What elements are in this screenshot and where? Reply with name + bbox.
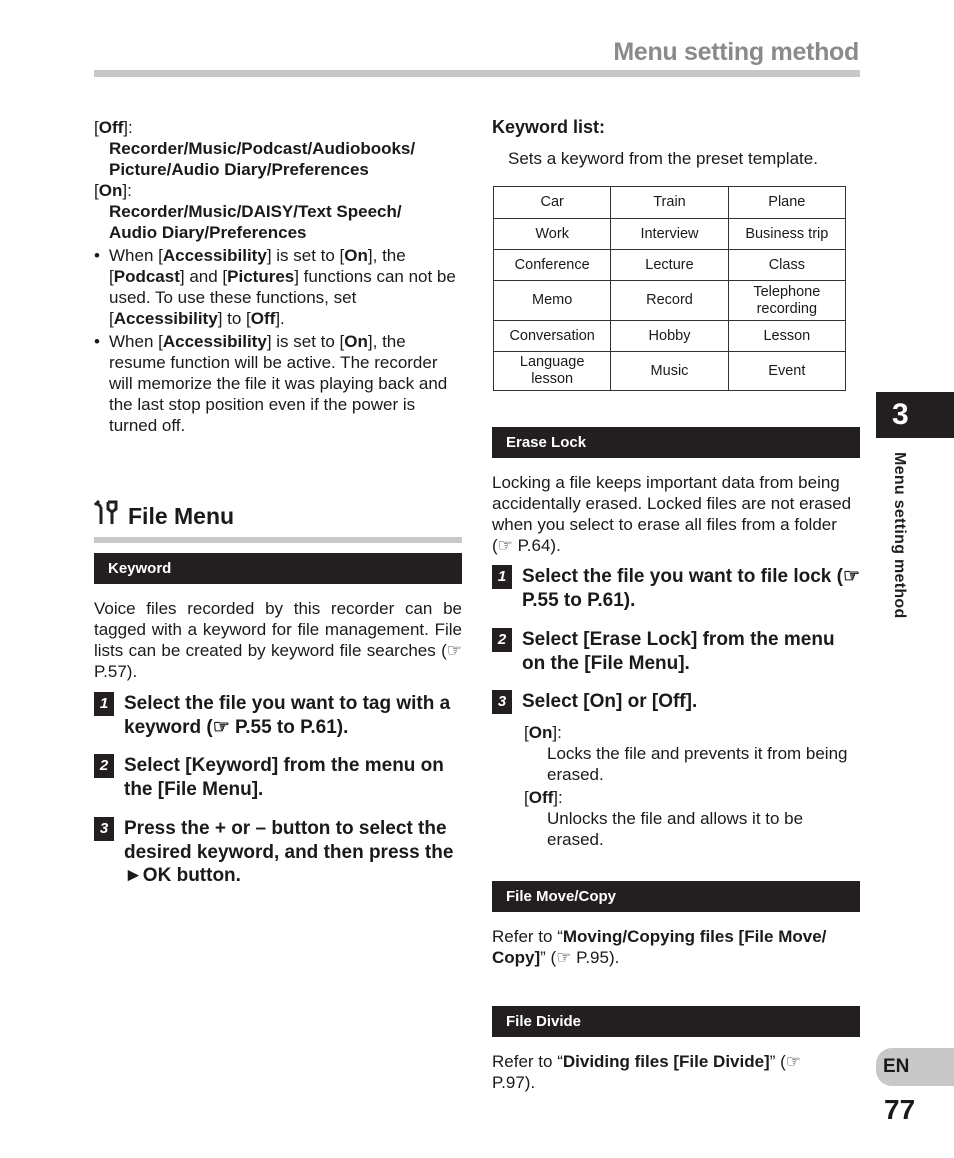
keyword-bar: Keyword xyxy=(94,553,462,584)
table-row: Conference Lecture Class xyxy=(494,250,846,281)
accessibility-note-2: • When [Accessibility] is set to [On], the resume function will be active. The recorder will memorize the file it was playing back and the last stop position even if the power is turned off. xyxy=(94,332,448,435)
file-move-copy-bar: File Move/Copy xyxy=(492,881,860,912)
file-divide-description: Refer to “Dividing files [File Divide]” (☞ P.97). xyxy=(492,1052,802,1092)
erase-lock-options: [On]: Locks the file and prevents it from being erased. [Off]: Unlocks the file and allows it to be erased. xyxy=(524,722,854,850)
chapter-side-label: Menu setting method xyxy=(891,452,908,619)
table-row: Language lesson Music Event xyxy=(494,352,846,391)
keyword-description: Voice files recorded by this recorder can be tagged with a keyword for file management. File lists can be created by keyword file searches (☞ P.57). xyxy=(94,599,462,681)
page-number: 77 xyxy=(884,1094,916,1125)
file-menu-heading xyxy=(94,500,462,543)
accessibility-note-1: • When [Accessibility] is set to [On], the [Podcast] and [Pictures] functions can not be used. To use these functions, set [Accessibility] to [Off]. xyxy=(94,246,456,328)
table-row: Memo Record Telephone recording xyxy=(494,281,846,321)
keyword-step-3: 3 Press the + or – button to select the desired keyword, and then press the ►OK button. xyxy=(94,817,462,888)
on-option-description: Locks the file and prevents it from being erased. xyxy=(547,744,848,784)
on-option-label: On xyxy=(528,723,553,742)
header-rule xyxy=(94,70,860,77)
erase-lock-description: Locking a file keeps important data from being accidentally erased. Locked files are not erased when you select to erase all files from a folder (☞ P.64). xyxy=(492,473,852,555)
language-tab: EN xyxy=(876,1048,954,1086)
table-row: Conversation Hobby Lesson xyxy=(494,321,846,352)
keyword-list-description: Sets a keyword from the preset template. xyxy=(508,149,818,168)
off-items: Recorder/Music/Podcast/Audiobooks/ Picture/Audio Diary/Preferences xyxy=(109,139,416,179)
erase-lock-step-1: 1 Select the file you want to file lock (☞ P.55 to P.61). xyxy=(492,565,860,612)
off-on-section: [Off]: Recorder/Music/Podcast/Audiobooks/ Picture/Audio Diary/Preferences [On]: Recorder/Music/DAISY/Text Speech/ Audio Diary/Preferences • When [Accessibility] is set to [On], the [Podcast] and [Pictures] functions can not be used. To use these functions, set [Accessibility] to [Off]. • When [Accessibility] is set to [On], the resume function will be active. The recorder will memorize the file it was playing back and the last stop position even if the power is turned off. xyxy=(94,117,462,436)
keyword-list-title: Keyword list: xyxy=(492,117,606,137)
chapter-tab: 3 xyxy=(876,392,954,438)
off-label: Off xyxy=(98,118,124,137)
keyword-step-1: 1 Select the file you want to tag with a keyword (☞ P.55 to P.61). xyxy=(94,692,462,739)
keyword-table xyxy=(493,186,846,391)
file-menu-title: File Menu xyxy=(128,502,235,529)
table-row: Work Interview Business trip xyxy=(494,219,846,250)
off-option-description: Unlocks the file and allows it to be erased. xyxy=(547,809,804,849)
on-label: On xyxy=(98,181,123,200)
keyword-step-2: 2 Select [Keyword] from the menu on the [File Menu]. xyxy=(94,754,462,801)
off-option-label: Off xyxy=(528,788,554,807)
erase-lock-step-3: 3 Select [On] or [Off]. xyxy=(492,690,860,714)
erase-lock-step-2: 2 Select [Erase Lock] from the menu on the [File Menu]. xyxy=(492,628,860,675)
on-items: Recorder/Music/DAISY/Text Speech/ Audio Diary/Preferences xyxy=(109,202,402,242)
table-row: Car Train Plane xyxy=(494,187,846,219)
erase-lock-bar: Erase Lock xyxy=(492,427,860,458)
file-move-copy-description: Refer to “Moving/Copying files [File Move/ Copy]” (☞ P.95). xyxy=(492,927,827,967)
tools-icon xyxy=(94,500,122,532)
file-menu-rule xyxy=(94,537,462,543)
file-divide-bar: File Divide xyxy=(492,1006,860,1037)
page-header-title: Menu setting method xyxy=(613,38,859,66)
